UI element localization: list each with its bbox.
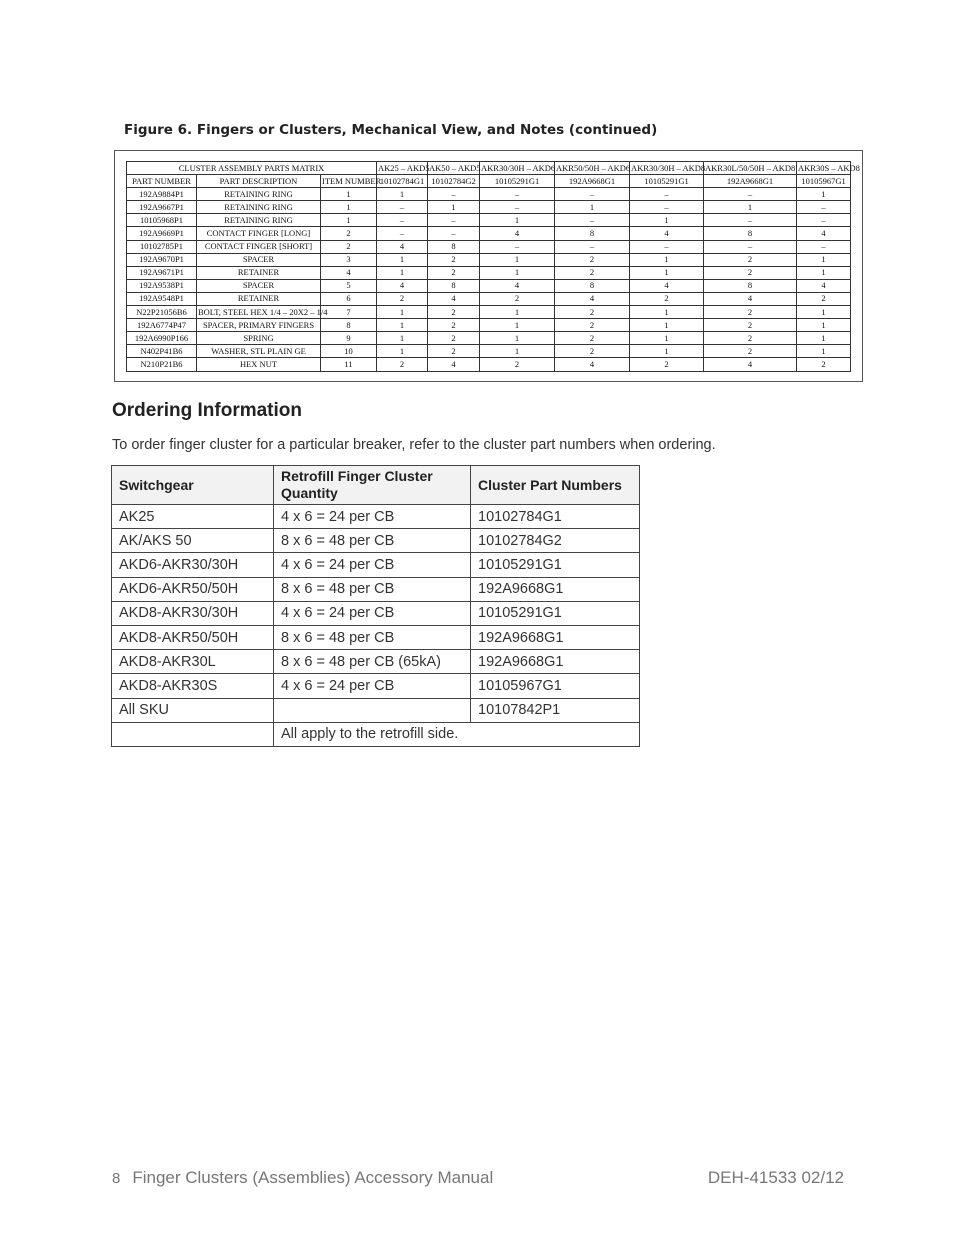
matrix-cell: 2 — [630, 358, 704, 371]
matrix-cell: 1 — [797, 319, 851, 332]
matrix-cell: 1 — [630, 345, 704, 358]
column-header: 192A9668G1 — [704, 175, 797, 188]
ordering-cell: AKD8-AKR30L — [112, 650, 274, 674]
ordering-body — [112, 505, 640, 723]
matrix-cell: 1 — [428, 201, 480, 214]
ordering-cell: AKD8-AKR30S — [112, 674, 274, 698]
matrix-cell: 4 — [630, 227, 704, 240]
matrix-cell: – — [555, 188, 630, 201]
matrix-body — [127, 188, 851, 371]
manual-title: Finger Clusters (Assemblies) Accessory Manual — [132, 1168, 494, 1187]
matrix-cell: 1 — [630, 253, 704, 266]
empty-cell — [112, 722, 274, 746]
breaker-header: AK25 – AKD5 — [377, 162, 428, 175]
ordering-cell: AK/AKS 50 — [112, 529, 274, 553]
matrix-cell: 1 — [704, 201, 797, 214]
ordering-cell: 10105291G1 — [471, 553, 640, 577]
matrix-cell: 1 — [321, 201, 377, 214]
ordering-row — [112, 553, 640, 577]
ordering-cell: AKD8-AKR30/30H — [112, 601, 274, 625]
matrix-cell: 2 — [555, 332, 630, 345]
matrix-cell: 1 — [377, 319, 428, 332]
ordering-header-row — [112, 466, 640, 505]
column-header: 10102784G2 — [428, 175, 480, 188]
matrix-cell: 9 — [321, 332, 377, 345]
matrix-cell: – — [480, 188, 555, 201]
matrix-cell: SPACER — [197, 279, 321, 292]
matrix-cell: 7 — [321, 306, 377, 319]
matrix-cell: 2 — [321, 240, 377, 253]
matrix-cell: 2 — [428, 332, 480, 345]
matrix-cell: RETAINER — [197, 266, 321, 279]
breaker-header: AKR30S – AKD8 — [797, 162, 851, 175]
matrix-cell: 2 — [480, 358, 555, 371]
breaker-header: AKR30L/50/50H – AKD8 — [704, 162, 797, 175]
matrix-cell: 1 — [480, 214, 555, 227]
matrix-row — [127, 345, 851, 358]
matrix-cell: 4 — [480, 279, 555, 292]
parts-matrix-table — [126, 161, 860, 372]
matrix-cell: WASHER, STL PLAIN GE — [197, 345, 321, 358]
matrix-cell: 1 — [377, 188, 428, 201]
matrix-cell: 1 — [377, 266, 428, 279]
matrix-cell: 1 — [377, 306, 428, 319]
ordering-cell: 192A9668G1 — [471, 577, 640, 601]
matrix-row — [127, 292, 851, 305]
matrix-cell: 8 — [555, 279, 630, 292]
matrix-title: CLUSTER ASSEMBLY PARTS MATRIX — [127, 162, 377, 175]
matrix-cell: – — [428, 214, 480, 227]
matrix-cell: – — [704, 214, 797, 227]
matrix-cell: 1 — [377, 332, 428, 345]
ordering-row — [112, 650, 640, 674]
ordering-cell: 4 x 6 = 24 per CB — [274, 553, 471, 577]
matrix-cell: 1 — [797, 188, 851, 201]
matrix-cell: – — [428, 188, 480, 201]
matrix-cell: 2 — [428, 306, 480, 319]
matrix-cell: 2 — [480, 292, 555, 305]
ordering-cell: 10107842P1 — [471, 698, 640, 722]
matrix-row — [127, 188, 851, 201]
ordering-cell: 10102784G1 — [471, 505, 640, 529]
matrix-cell: – — [630, 240, 704, 253]
matrix-cell: 2 — [630, 292, 704, 305]
matrix-cell: HEX NUT — [197, 358, 321, 371]
ordering-cell: 4 x 6 = 24 per CB — [274, 674, 471, 698]
matrix-cell: 8 — [428, 240, 480, 253]
matrix-cell: 1 — [321, 188, 377, 201]
ordering-cell: 8 x 6 = 48 per CB — [274, 577, 471, 601]
ordering-cell: 8 x 6 = 48 per CB — [274, 529, 471, 553]
matrix-cell: 2 — [555, 253, 630, 266]
breaker-header: AKR50/50H – AKD6 — [555, 162, 630, 175]
column-header: 192A9668G1 — [555, 175, 630, 188]
ordering-table — [111, 465, 640, 747]
matrix-cell: 1 — [797, 306, 851, 319]
matrix-row — [127, 240, 851, 253]
matrix-cell: 192A9548P1 — [127, 292, 197, 305]
matrix-cell: 4 — [377, 279, 428, 292]
matrix-cell: – — [797, 240, 851, 253]
ordering-row — [112, 529, 640, 553]
matrix-cell: 192A9667P1 — [127, 201, 197, 214]
matrix-cell: 2 — [555, 306, 630, 319]
ordering-cell: AKD6-AKR50/50H — [112, 577, 274, 601]
matrix-cell: 2 — [704, 266, 797, 279]
matrix-cell: 1 — [630, 266, 704, 279]
ordering-row — [112, 577, 640, 601]
ordering-cell: 4 x 6 = 24 per CB — [274, 601, 471, 625]
matrix-cell: BOLT, STEEL HEX 1/4 – 20X2 – 1/4 — [197, 306, 321, 319]
matrix-cell: – — [797, 201, 851, 214]
matrix-cell: 4 — [321, 266, 377, 279]
matrix-cell: 4 — [377, 240, 428, 253]
matrix-cell: – — [704, 188, 797, 201]
column-header: 10105291G1 — [630, 175, 704, 188]
ordering-cell: 10105291G1 — [471, 601, 640, 625]
matrix-cell: – — [377, 214, 428, 227]
ordering-header: Retrofill Finger Cluster Quantity — [274, 466, 471, 505]
matrix-cell: 1 — [480, 253, 555, 266]
matrix-cell: 10105968P1 — [127, 214, 197, 227]
matrix-cell: 1 — [797, 332, 851, 345]
matrix-cell: 192A9671P1 — [127, 266, 197, 279]
matrix-cell: SPACER — [197, 253, 321, 266]
ordering-row — [112, 698, 640, 722]
matrix-cell: 1 — [630, 306, 704, 319]
matrix-cell: 1 — [480, 306, 555, 319]
matrix-cell: 2 — [555, 345, 630, 358]
matrix-cell: 4 — [704, 292, 797, 305]
matrix-row — [127, 306, 851, 319]
matrix-cell: 4 — [428, 358, 480, 371]
matrix-cell: 1 — [797, 253, 851, 266]
matrix-cell: 1 — [555, 201, 630, 214]
matrix-cell: 1 — [797, 266, 851, 279]
footer-left — [112, 1168, 493, 1188]
matrix-cell: 1 — [630, 332, 704, 345]
matrix-cell: 192A6990P166 — [127, 332, 197, 345]
matrix-cell: 1 — [480, 332, 555, 345]
matrix-cell: 3 — [321, 253, 377, 266]
doc-id: DEH-41533 02/12 — [707, 1168, 844, 1187]
matrix-cell: – — [704, 240, 797, 253]
matrix-cell: RETAINING RING — [197, 201, 321, 214]
matrix-row — [127, 227, 851, 240]
matrix-header-row-2 — [127, 175, 851, 188]
ordering-header: Switchgear — [112, 466, 274, 505]
matrix-header-row-1 — [127, 162, 851, 175]
matrix-cell: 1 — [480, 319, 555, 332]
matrix-cell: 8 — [555, 227, 630, 240]
matrix-cell: 4 — [797, 279, 851, 292]
column-header: PART DESCRIPTION — [197, 175, 321, 188]
matrix-cell: 4 — [428, 292, 480, 305]
matrix-cell: 4 — [555, 358, 630, 371]
matrix-cell: 2 — [797, 292, 851, 305]
matrix-cell: 4 — [480, 227, 555, 240]
ordering-cell: AK25 — [112, 505, 274, 529]
breaker-header: AKR30/30H – AKD8 — [630, 162, 704, 175]
matrix-row — [127, 201, 851, 214]
matrix-cell: 1 — [377, 345, 428, 358]
matrix-cell: 4 — [704, 358, 797, 371]
page-number: 8 — [112, 1170, 121, 1187]
column-header: 10105967G1 — [797, 175, 851, 188]
matrix-cell: 8 — [704, 279, 797, 292]
ordering-cell: 192A9668G1 — [471, 650, 640, 674]
ordering-row — [112, 625, 640, 649]
matrix-cell: 8 — [321, 319, 377, 332]
column-header: ITEM NUMBER — [321, 175, 377, 188]
matrix-cell: 192A9538P1 — [127, 279, 197, 292]
ordering-cell: 192A9668G1 — [471, 625, 640, 649]
matrix-cell: 2 — [704, 319, 797, 332]
matrix-cell: – — [377, 227, 428, 240]
matrix-cell: SPRING — [197, 332, 321, 345]
ordering-cell: All SKU — [112, 698, 274, 722]
matrix-cell: RETAINING RING — [197, 188, 321, 201]
matrix-cell: 10 — [321, 345, 377, 358]
matrix-cell: 2 — [704, 345, 797, 358]
matrix-row — [127, 319, 851, 332]
matrix-cell: SPACER, PRIMARY FINGERS — [197, 319, 321, 332]
matrix-cell: 10102785P1 — [127, 240, 197, 253]
column-header: PART NUMBER — [127, 175, 197, 188]
ordering-cell: 10105967G1 — [471, 674, 640, 698]
matrix-cell: – — [630, 201, 704, 214]
matrix-cell: 192A9884P1 — [127, 188, 197, 201]
matrix-cell: 192A9669P1 — [127, 227, 197, 240]
matrix-cell: 192A9670P1 — [127, 253, 197, 266]
matrix-cell: 2 — [321, 227, 377, 240]
matrix-cell: 2 — [704, 306, 797, 319]
matrix-cell: 5 — [321, 279, 377, 292]
ordering-cell: AKD8-AKR50/50H — [112, 625, 274, 649]
matrix-cell: 2 — [428, 345, 480, 358]
matrix-cell: – — [428, 227, 480, 240]
matrix-cell: 1 — [377, 253, 428, 266]
matrix-cell: – — [377, 201, 428, 214]
ordering-row — [112, 505, 640, 529]
matrix-cell: 1 — [630, 319, 704, 332]
figure-caption: Figure 6. Fingers or Clusters, Mechanical View, and Notes (continued) — [124, 122, 658, 138]
matrix-cell: 2 — [797, 358, 851, 371]
breaker-header: AK50 – AKD5 — [428, 162, 480, 175]
matrix-row — [127, 253, 851, 266]
ordering-row — [112, 674, 640, 698]
matrix-cell: 1 — [480, 266, 555, 279]
breaker-header: AKR30/30H – AKD6 — [480, 162, 555, 175]
matrix-cell: – — [797, 214, 851, 227]
matrix-cell: 2 — [377, 292, 428, 305]
matrix-cell: 4 — [555, 292, 630, 305]
matrix-cell: 4 — [797, 227, 851, 240]
matrix-cell: RETAINER — [197, 292, 321, 305]
matrix-cell: 6 — [321, 292, 377, 305]
matrix-cell: CONTACT FINGER [LONG] — [197, 227, 321, 240]
ordering-cell: AKD6-AKR30/30H — [112, 553, 274, 577]
matrix-cell: 8 — [704, 227, 797, 240]
ordering-footnote-row — [112, 722, 640, 746]
matrix-row — [127, 214, 851, 227]
matrix-cell: 2 — [555, 319, 630, 332]
ordering-cell: 10102784G2 — [471, 529, 640, 553]
matrix-cell: 1 — [797, 345, 851, 358]
ordering-header: Cluster Part Numbers — [471, 466, 640, 505]
matrix-cell: – — [480, 240, 555, 253]
matrix-cell: 2 — [704, 332, 797, 345]
matrix-cell: 4 — [630, 279, 704, 292]
ordering-footnote: All apply to the retrofill side. — [274, 722, 640, 746]
ordering-row — [112, 601, 640, 625]
matrix-cell: – — [480, 201, 555, 214]
matrix-cell: 2 — [428, 266, 480, 279]
matrix-cell: 2 — [428, 253, 480, 266]
matrix-cell: N210P21B6 — [127, 358, 197, 371]
matrix-row — [127, 279, 851, 292]
matrix-cell: – — [630, 188, 704, 201]
matrix-cell: N22P21056B6 — [127, 306, 197, 319]
ordering-intro: To order finger cluster for a particular breaker, refer to the cluster part numbers when ordering. — [112, 437, 716, 453]
matrix-row — [127, 266, 851, 279]
column-header: 10102784G1 — [377, 175, 428, 188]
ordering-cell: 8 x 6 = 48 per CB — [274, 625, 471, 649]
matrix-cell: 2 — [704, 253, 797, 266]
matrix-cell: 1 — [321, 214, 377, 227]
matrix-cell: 2 — [377, 358, 428, 371]
matrix-cell: 1 — [630, 214, 704, 227]
matrix-cell: 11 — [321, 358, 377, 371]
matrix-cell: – — [555, 240, 630, 253]
matrix-cell: RETAINING RING — [197, 214, 321, 227]
matrix-cell: 8 — [428, 279, 480, 292]
ordering-title: Ordering Information — [112, 400, 302, 421]
matrix-row — [127, 358, 851, 371]
matrix-cell: 2 — [428, 319, 480, 332]
ordering-cell: 8 x 6 = 48 per CB (65kA) — [274, 650, 471, 674]
matrix-cell: 2 — [555, 266, 630, 279]
matrix-row — [127, 332, 851, 345]
matrix-cell: 192A6774P47 — [127, 319, 197, 332]
matrix-cell: 1 — [480, 345, 555, 358]
ordering-cell: 4 x 6 = 24 per CB — [274, 505, 471, 529]
ordering-cell — [274, 698, 471, 722]
column-header: 10105291G1 — [480, 175, 555, 188]
matrix-cell: – — [555, 214, 630, 227]
matrix-cell: CONTACT FINGER [SHORT] — [197, 240, 321, 253]
matrix-cell: N402P41B6 — [127, 345, 197, 358]
